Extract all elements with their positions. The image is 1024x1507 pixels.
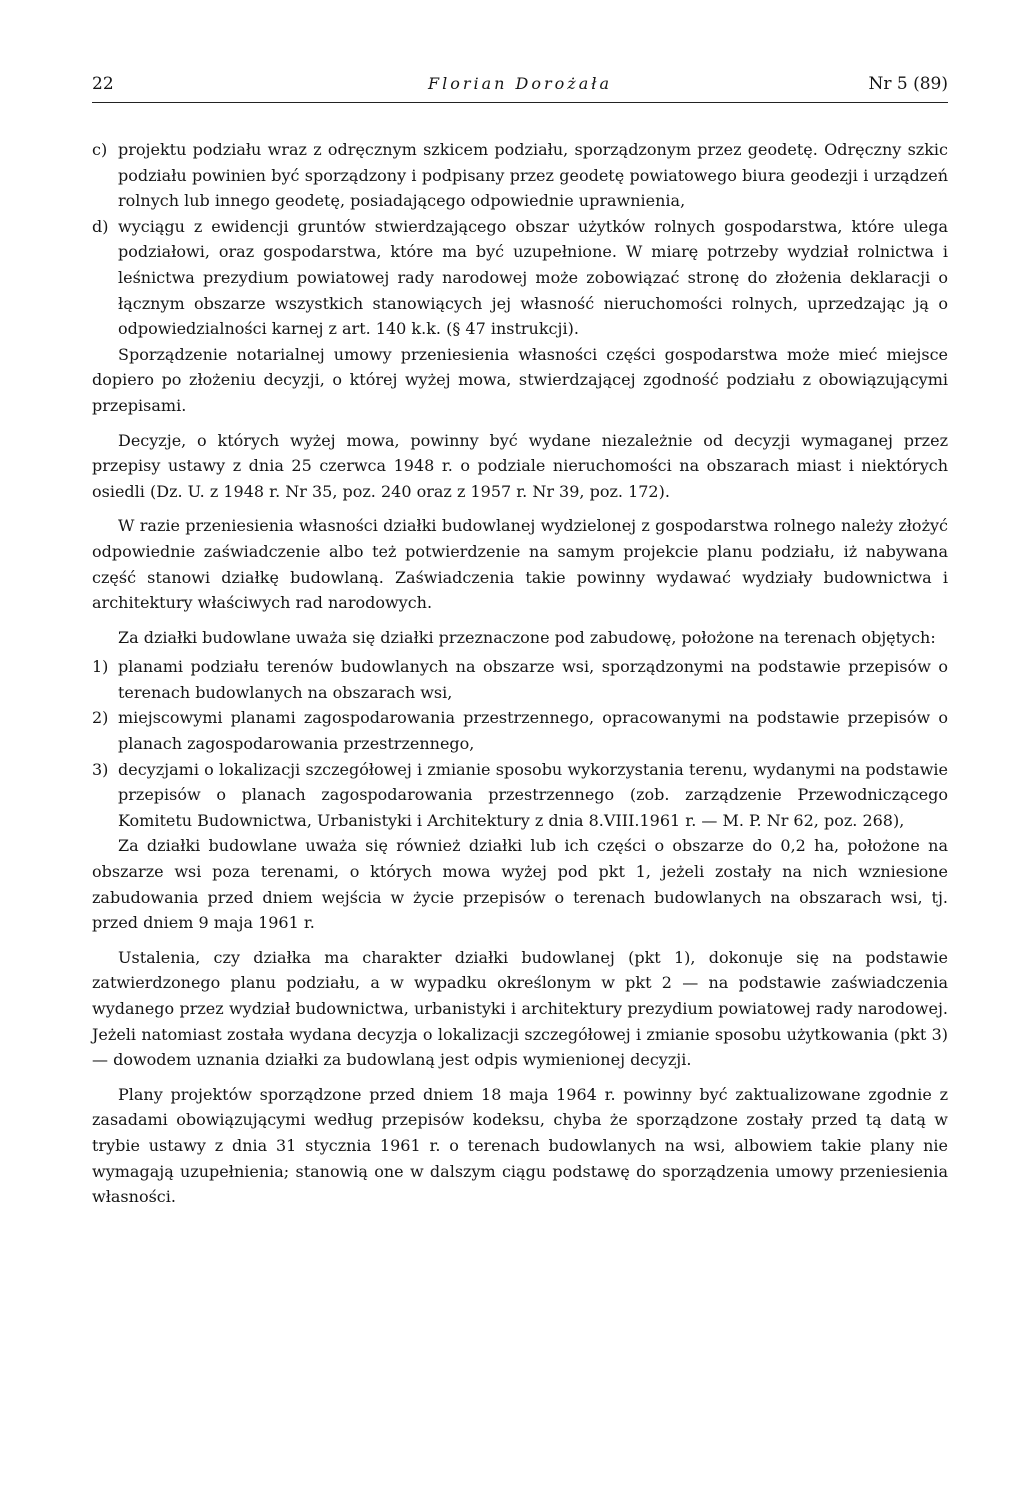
list-item-text: decyzjami o lokalizacji szczegółowej i zmianie sposobu wykorzystania terenu, wydanymi na podstawie przepisów o planach zagospodarowania przestrzennego (zob. zarządzenie Przewodniczącego Komitetu Budownictwa, Urbanistyki i Architektury z dnia 8.VIII.1961 r. — M. P. Nr 62, poz. 268), <box>118 759 948 830</box>
list-item <box>92 705 948 756</box>
list-item-text: projektu podziału wraz z odręcznym szkicem podziału, sporządzonym przez geodetę. Odręczny szkic podziału powinien być sporządzony i podpisany przez geodetę powiatowego biura geodezji i urządzeń rolnych lub innego geodetę, posiadającego odpowiednie uprawnienia, <box>118 140 948 211</box>
list-item <box>92 757 948 834</box>
list-item-label: d) <box>92 216 109 236</box>
list-item-label: 1) <box>92 657 109 677</box>
paragraph: Ustalenia, czy działka ma charakter działki budowlanej (pkt 1), dokonuje się na podstawie zatwierdzonego planu podziału, a w wypadku określonym w pkt 2 — na podstawie zaświadczenia wydanego przez wydział budownictwa, urbanistyki i architektury prezydium powiatowej rady narodowej. Jeżeli natomiast została wydana decyzja o lokalizacji szczegółowej i zmianie sposobu użytkowania (pkt 3) — dowodem uznania działki za budowlaną jest odpis wymienionej decyzji. <box>92 947 948 1070</box>
paragraph: Za działki budowlane uważa się również działki lub ich części o obszarze do 0,2 ha, położone na obszarze wsi poza terenami, o których mowa wyżej pod pkt 1, jeżeli zostały na nich wzniesione zabudowania przed dniem wejścia w życie przepisów o terenach budowlanych na obszarach wsi, tj. przed dniem 9 maja 1961 r. <box>92 836 948 933</box>
list-item-label: c) <box>92 140 108 159</box>
paragraph: Za działki budowlane uważa się działki przeznaczone pod zabudowę, położone na terenach objętych: <box>118 627 936 647</box>
list-item-label: 2) <box>92 708 109 728</box>
list-item <box>92 214 948 342</box>
paragraph: Plany projektów sporządzone przed dniem 18 maja 1964 r. powinny być zaktualizowane zgodnie z zasadami obowiązującymi według przepisów kodeksu, chyba że sporządzone zostały przed tą datą w trybie ustawy z dnia 31 stycznia 1961 r. o terenach budowlanych na wsi, albowiem takie plany nie wymagają uzupełnienia; stanowią one w dalszym ciągu podstawę do sporządzenia umowy przeniesienia własności. <box>92 1084 948 1207</box>
running-title: Florian Dorożała <box>428 74 612 93</box>
paragraph: Decyzje, o których wyżej mowa, powinny być wydane niezależnie od decyzji wymaganej przez przepisy ustawy z dnia 25 czerwca 1948 r. o podziale nieruchomości na obszarach miast i niektórych osiedli (Dz. U. z 1948 r. Nr 35, poz. 240 oraz z 1957 r. Nr 39, poz. 172). <box>92 430 948 501</box>
list-item <box>92 137 948 214</box>
list-item <box>92 654 948 705</box>
list-item-text: planami podziału terenów budowlanych na obszarze wsi, sporządzonymi na podstawie przepisów o terenach budowlanych na obszarach wsi, <box>118 657 948 702</box>
page-header <box>92 68 948 103</box>
list-item-label: 3) <box>92 759 109 779</box>
document-page <box>92 68 948 1210</box>
paragraph: Sporządzenie notarialnej umowy przeniesienia własności części gospodarstwa może mieć miejsce dopiero po złożeniu decyzji, o której wyżej mowa, stwierdzającej zgodność podziału z obowiązującymi przepisami. <box>92 344 948 415</box>
issue-number: Nr 5 (89) <box>868 74 948 94</box>
document-body <box>92 137 948 1210</box>
page-number: 22 <box>92 74 114 94</box>
list-item-text: wyciągu z ewidencji gruntów stwierdzającego obszar użytków rolnych gospodarstwa, które ulega podziałowi, oraz gospodarstwa, które ma być uzupełnione. W miarę potrzeby wydział rolnictwa i leśnictwa prezydium powiatowej rady narodowej może zobowiązać stronę do złożenia deklaracji o łącznym obszarze wszystkich stanowiących jej własność nieruchomości rolnych, uprzedzając ją o odpowiedzialności karnej z art. 140 k.k. (§ 47 instrukcji). <box>118 216 948 339</box>
list-item-text: miejscowymi planami zagospodarowania przestrzennego, opracowanymi na podstawie przepisów o planach zagospodarowania przestrzennego, <box>118 708 948 754</box>
paragraph: W razie przeniesienia własności działki budowlanej wydzielonej z gospodarstwa rolnego należy złożyć odpowiednie zaświadczenie albo też potwierdzenie na samym projekcie planu podziału, iż nabywana część stanowi działkę budowlaną. Zaświadczenia takie powinny wydawać wydziały budownictwa i architektury właściwych rad narodowych. <box>92 516 948 613</box>
